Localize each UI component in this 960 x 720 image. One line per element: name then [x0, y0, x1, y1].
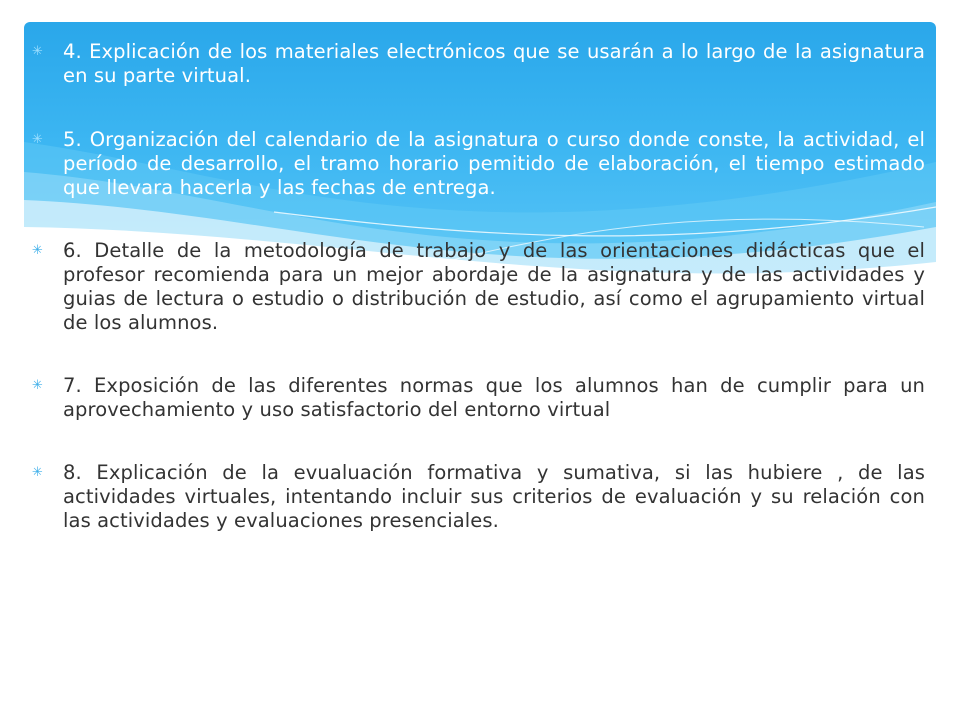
- bullet-text: 4. Explicación de los materiales electrónicos que se usarán a lo largo de la asignatura en su parte virtual.: [63, 40, 925, 87]
- bullet-item-6: [30, 239, 925, 335]
- bullet-item-8: [30, 461, 925, 533]
- bullet-item-4: [30, 40, 925, 88]
- asterisk-bullet-icon: ✳: [32, 132, 43, 147]
- asterisk-bullet-icon: ✳: [32, 465, 43, 480]
- bullet-text: 5. Organización del calendario de la asignatura o curso donde conste, la actividad, el período de desarrollo, el tramo horario pemitido de elaboración, el tiempo estimado que llevara hacerla y las fechas de entrega.: [63, 128, 925, 199]
- bullet-item-7: [30, 374, 925, 422]
- bullet-text: 6. Detalle de la metodología de trabajo y de las orientaciones didácticas que el profesor recomienda para un mejor abordaje de la asignatura y de las actividades y guias de lectura o estudio o distribución de estudio, así como el agrupamiento virtual de los alumnos.: [63, 239, 925, 334]
- bullet-text: 8. Explicación de la evualuación formativa y sumativa, si las hubiere , de las actividades virtuales, intentando incluir sus criterios de evaluación y su relación con las actividades y evaluaciones presenciales.: [63, 461, 925, 532]
- asterisk-bullet-icon: ✳: [32, 378, 43, 393]
- bullet-item-5: [30, 128, 925, 200]
- bullet-text: 7. Exposición de las diferentes normas que los alumnos han de cumplir para un aprovechamiento y uso satisfactorio del entorno virtual: [63, 374, 925, 421]
- asterisk-bullet-icon: ✳: [32, 44, 43, 59]
- bullet-list: [30, 40, 925, 533]
- asterisk-bullet-icon: ✳: [32, 243, 43, 258]
